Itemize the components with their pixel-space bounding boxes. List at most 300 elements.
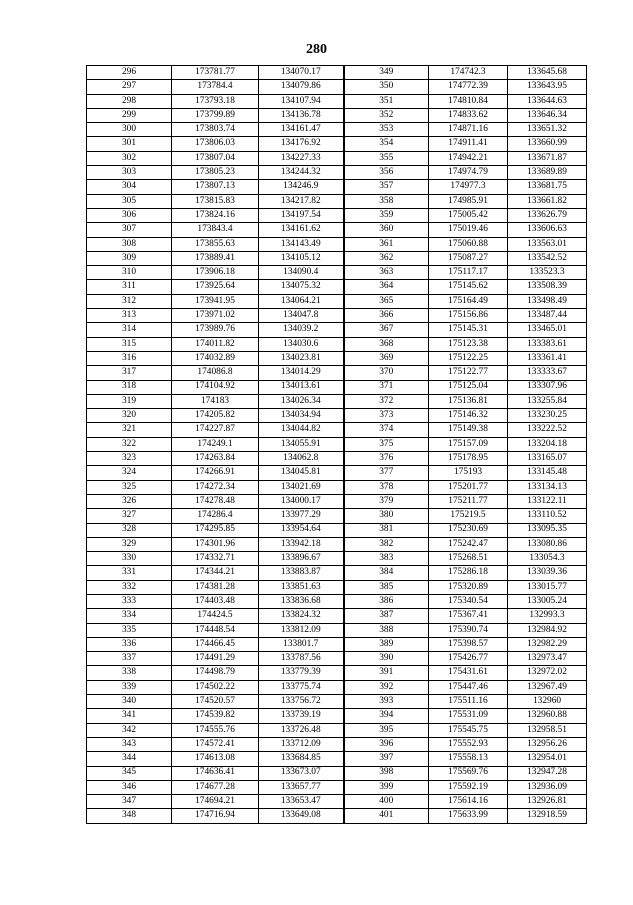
- table-cell-point-number: 401: [344, 809, 429, 823]
- table-cell-y-coordinate: 134055.91: [259, 437, 344, 451]
- table-cell-point-number: 330: [87, 552, 172, 566]
- table-cell-point-number: 381: [344, 523, 429, 537]
- table-cell-y-coordinate: 134105.12: [259, 251, 344, 265]
- table-cell-x-coordinate: 175136.81: [429, 394, 508, 408]
- table-cell-point-number: 395: [344, 723, 429, 737]
- table-cell-y-coordinate: 133644.63: [508, 94, 587, 108]
- table-cell-y-coordinate: 133851.63: [259, 580, 344, 594]
- table-cell-y-coordinate: 133307.96: [508, 380, 587, 394]
- table-cell-x-coordinate: 174301.96: [172, 537, 259, 551]
- table-cell-point-number: 354: [344, 137, 429, 151]
- table-cell-y-coordinate: 133095.35: [508, 523, 587, 537]
- table-cell-y-coordinate: 133673.07: [259, 766, 344, 780]
- table-cell-y-coordinate: 133643.95: [508, 80, 587, 94]
- table-cell-y-coordinate: 133230.25: [508, 409, 587, 423]
- table-cell-y-coordinate: 132958.51: [508, 723, 587, 737]
- table-cell-y-coordinate: 133653.47: [259, 795, 344, 809]
- table-cell-point-number: 347: [87, 795, 172, 809]
- table-cell-y-coordinate: 133361.41: [508, 351, 587, 365]
- table-cell-x-coordinate: 174266.91: [172, 466, 259, 480]
- table-cell-x-coordinate: 174086.8: [172, 366, 259, 380]
- table-cell-point-number: 369: [344, 351, 429, 365]
- table-cell-point-number: 334: [87, 609, 172, 623]
- table-cell-point-number: 386: [344, 594, 429, 608]
- table-cell-point-number: 320: [87, 409, 172, 423]
- table-cell-x-coordinate: 175320.89: [429, 580, 508, 594]
- table-cell-point-number: 329: [87, 537, 172, 551]
- table-cell-point-number: 324: [87, 466, 172, 480]
- table-cell-y-coordinate: 133684.85: [259, 752, 344, 766]
- table-cell-point-number: 305: [87, 194, 172, 208]
- table-cell-y-coordinate: 132956.26: [508, 737, 587, 751]
- table-cell-y-coordinate: 134034.94: [259, 409, 344, 423]
- table-row: [87, 323, 587, 337]
- table-cell-x-coordinate: 175569.76: [429, 766, 508, 780]
- table-cell-point-number: 345: [87, 766, 172, 780]
- table-cell-y-coordinate: 134176.92: [259, 137, 344, 151]
- table-cell-x-coordinate: 175431.61: [429, 666, 508, 680]
- table-cell-point-number: 372: [344, 394, 429, 408]
- table-cell-x-coordinate: 174183: [172, 394, 259, 408]
- table-cell-point-number: 358: [344, 194, 429, 208]
- table-cell-point-number: 398: [344, 766, 429, 780]
- table-row: [87, 780, 587, 794]
- table-cell-x-coordinate: 174332.71: [172, 552, 259, 566]
- table-cell-x-coordinate: 175157.09: [429, 437, 508, 451]
- table-row: [87, 752, 587, 766]
- table-cell-y-coordinate: 133542.52: [508, 251, 587, 265]
- table-cell-point-number: 394: [344, 709, 429, 723]
- table-row: [87, 523, 587, 537]
- table-cell-y-coordinate: 133508.39: [508, 280, 587, 294]
- table-cell-point-number: 387: [344, 609, 429, 623]
- table-cell-point-number: 392: [344, 680, 429, 694]
- table-cell-y-coordinate: 132936.09: [508, 780, 587, 794]
- table-cell-point-number: 350: [344, 80, 429, 94]
- table-cell-x-coordinate: 174295.85: [172, 523, 259, 537]
- table-cell-y-coordinate: 133333.67: [508, 366, 587, 380]
- table-cell-point-number: 322: [87, 437, 172, 451]
- table-row: [87, 666, 587, 680]
- table-row: [87, 509, 587, 523]
- table-cell-point-number: 382: [344, 537, 429, 551]
- table-cell-y-coordinate: 134090.4: [259, 266, 344, 280]
- table-cell-point-number: 341: [87, 709, 172, 723]
- table-cell-x-coordinate: 173805.23: [172, 166, 259, 180]
- table-cell-point-number: 380: [344, 509, 429, 523]
- table-cell-x-coordinate: 175145.31: [429, 323, 508, 337]
- table-cell-point-number: 363: [344, 266, 429, 280]
- table-cell-y-coordinate: 132973.47: [508, 652, 587, 666]
- table-cell-point-number: 297: [87, 80, 172, 94]
- table-cell-x-coordinate: 175545.75: [429, 723, 508, 737]
- table-row: [87, 594, 587, 608]
- table-cell-x-coordinate: 174491.29: [172, 652, 259, 666]
- table-row: [87, 366, 587, 380]
- table-cell-x-coordinate: 175367.41: [429, 609, 508, 623]
- table-cell-x-coordinate: 174249.1: [172, 437, 259, 451]
- table-cell-point-number: 391: [344, 666, 429, 680]
- table-cell-y-coordinate: 134217.82: [259, 194, 344, 208]
- table-cell-x-coordinate: 175146.32: [429, 409, 508, 423]
- table-row: [87, 208, 587, 222]
- table-cell-point-number: 351: [344, 94, 429, 108]
- table-cell-y-coordinate: 133383.61: [508, 337, 587, 351]
- table-cell-point-number: 307: [87, 223, 172, 237]
- table-cell-point-number: 319: [87, 394, 172, 408]
- table-cell-x-coordinate: 175164.49: [429, 294, 508, 308]
- table-cell-point-number: 353: [344, 123, 429, 137]
- table-cell-x-coordinate: 175178.95: [429, 452, 508, 466]
- table-cell-point-number: 298: [87, 94, 172, 108]
- table-cell-point-number: 360: [344, 223, 429, 237]
- table-cell-x-coordinate: 175592.19: [429, 780, 508, 794]
- table-row: [87, 194, 587, 208]
- table-cell-y-coordinate: 134062.8: [259, 452, 344, 466]
- table-row: [87, 151, 587, 165]
- table-row: [87, 380, 587, 394]
- table-cell-x-coordinate: 175511.16: [429, 695, 508, 709]
- table-cell-y-coordinate: 132967.49: [508, 680, 587, 694]
- table-cell-x-coordinate: 174263.84: [172, 452, 259, 466]
- table-cell-x-coordinate: 174381.28: [172, 580, 259, 594]
- table-cell-x-coordinate: 175122.25: [429, 351, 508, 365]
- table-cell-point-number: 374: [344, 423, 429, 437]
- table-cell-x-coordinate: 173806.03: [172, 137, 259, 151]
- table-row: [87, 294, 587, 308]
- table-cell-point-number: 377: [344, 466, 429, 480]
- table-cell-x-coordinate: 175447.46: [429, 680, 508, 694]
- table-cell-x-coordinate: 173925.64: [172, 280, 259, 294]
- table-cell-point-number: 373: [344, 409, 429, 423]
- table-row: [87, 394, 587, 408]
- table-cell-point-number: 370: [344, 366, 429, 380]
- table-cell-x-coordinate: 174572.41: [172, 737, 259, 751]
- table-cell-point-number: 361: [344, 237, 429, 251]
- table-cell-y-coordinate: 134039.2: [259, 323, 344, 337]
- table-cell-point-number: 300: [87, 123, 172, 137]
- table-cell-point-number: 384: [344, 566, 429, 580]
- table-cell-y-coordinate: 133080.86: [508, 537, 587, 551]
- table-cell-y-coordinate: 134014.29: [259, 366, 344, 380]
- table-cell-y-coordinate: 134021.69: [259, 480, 344, 494]
- table-cell-x-coordinate: 173889.41: [172, 251, 259, 265]
- table-row: [87, 409, 587, 423]
- table-row: [87, 437, 587, 451]
- table-cell-x-coordinate: 174974.79: [429, 166, 508, 180]
- table-cell-y-coordinate: 134227.33: [259, 151, 344, 165]
- coordinates-table-body: [87, 66, 587, 824]
- table-cell-x-coordinate: 175242.47: [429, 537, 508, 551]
- table-row: [87, 452, 587, 466]
- table-cell-x-coordinate: 173971.02: [172, 309, 259, 323]
- table-cell-point-number: 378: [344, 480, 429, 494]
- table-cell-point-number: 340: [87, 695, 172, 709]
- table-row: [87, 609, 587, 623]
- table-cell-point-number: 343: [87, 737, 172, 751]
- table-cell-y-coordinate: 134047.8: [259, 309, 344, 323]
- table-cell-y-coordinate: 133942.18: [259, 537, 344, 551]
- table-cell-point-number: 366: [344, 309, 429, 323]
- table-cell-x-coordinate: 173793.18: [172, 94, 259, 108]
- table-cell-x-coordinate: 173824.16: [172, 208, 259, 222]
- table-cell-x-coordinate: 173843.4: [172, 223, 259, 237]
- table-cell-x-coordinate: 175060.88: [429, 237, 508, 251]
- table-cell-point-number: 311: [87, 280, 172, 294]
- table-cell-point-number: 397: [344, 752, 429, 766]
- table-cell-x-coordinate: 174636.41: [172, 766, 259, 780]
- page-number: 280: [306, 42, 327, 57]
- table-cell-point-number: 313: [87, 309, 172, 323]
- table-cell-point-number: 312: [87, 294, 172, 308]
- table-cell-point-number: 299: [87, 108, 172, 122]
- table-cell-point-number: 327: [87, 509, 172, 523]
- table-cell-point-number: 328: [87, 523, 172, 537]
- table-row: [87, 637, 587, 651]
- table-row: [87, 680, 587, 694]
- table-cell-x-coordinate: 175123.38: [429, 337, 508, 351]
- table-cell-y-coordinate: 134075.32: [259, 280, 344, 294]
- table-cell-y-coordinate: 133222.52: [508, 423, 587, 437]
- table-cell-y-coordinate: 133465.01: [508, 323, 587, 337]
- table-cell-x-coordinate: 175156.86: [429, 309, 508, 323]
- table-cell-point-number: 326: [87, 494, 172, 508]
- table-cell-x-coordinate: 175340.54: [429, 594, 508, 608]
- table-cell-y-coordinate: 133775.74: [259, 680, 344, 694]
- table-cell-x-coordinate: 174466.45: [172, 637, 259, 651]
- table-cell-x-coordinate: 174011.82: [172, 337, 259, 351]
- table-cell-x-coordinate: 174344.21: [172, 566, 259, 580]
- table-cell-point-number: 308: [87, 237, 172, 251]
- table-cell-y-coordinate: 133255.84: [508, 394, 587, 408]
- table-cell-x-coordinate: 175145.62: [429, 280, 508, 294]
- table-cell-point-number: 309: [87, 251, 172, 265]
- table-cell-point-number: 331: [87, 566, 172, 580]
- table-cell-y-coordinate: 134030.6: [259, 337, 344, 351]
- table-cell-x-coordinate: 174871.16: [429, 123, 508, 137]
- table-cell-point-number: 296: [87, 66, 172, 80]
- table-cell-x-coordinate: 174833.62: [429, 108, 508, 122]
- table-cell-y-coordinate: 133646.34: [508, 108, 587, 122]
- table-cell-y-coordinate: 134197.54: [259, 208, 344, 222]
- table-cell-y-coordinate: 133779.39: [259, 666, 344, 680]
- table-row: [87, 795, 587, 809]
- table-cell-point-number: 323: [87, 452, 172, 466]
- table-cell-y-coordinate: 134143.49: [259, 237, 344, 251]
- table-cell-x-coordinate: 174742.3: [429, 66, 508, 80]
- table-cell-y-coordinate: 133005.24: [508, 594, 587, 608]
- table-cell-x-coordinate: 175390.74: [429, 623, 508, 637]
- table-cell-point-number: 367: [344, 323, 429, 337]
- table-cell-point-number: 389: [344, 637, 429, 651]
- table-cell-x-coordinate: 175426.77: [429, 652, 508, 666]
- table-cell-y-coordinate: 132984.92: [508, 623, 587, 637]
- table-cell-point-number: 302: [87, 151, 172, 165]
- table-cell-point-number: 371: [344, 380, 429, 394]
- table-cell-y-coordinate: 132918.59: [508, 809, 587, 823]
- table-cell-x-coordinate: 175286.18: [429, 566, 508, 580]
- table-row: [87, 223, 587, 237]
- table-cell-x-coordinate: 175398.57: [429, 637, 508, 651]
- table-cell-x-coordinate: 173803.74: [172, 123, 259, 137]
- table-cell-y-coordinate: 133626.79: [508, 208, 587, 222]
- table-cell-x-coordinate: 173855.63: [172, 237, 259, 251]
- table-cell-y-coordinate: 134070.17: [259, 66, 344, 80]
- table-row: [87, 108, 587, 122]
- table-cell-y-coordinate: 133054.3: [508, 552, 587, 566]
- table-cell-y-coordinate: 133645.68: [508, 66, 587, 80]
- table-cell-x-coordinate: 175117.17: [429, 266, 508, 280]
- table-cell-y-coordinate: 132993.3: [508, 609, 587, 623]
- table-cell-x-coordinate: 175087.27: [429, 251, 508, 265]
- table-cell-x-coordinate: 174677.28: [172, 780, 259, 794]
- table-cell-y-coordinate: 133883.87: [259, 566, 344, 580]
- table-row: [87, 466, 587, 480]
- table-cell-point-number: 390: [344, 652, 429, 666]
- table-cell-x-coordinate: 174205.82: [172, 409, 259, 423]
- table-cell-x-coordinate: 173807.04: [172, 151, 259, 165]
- table-cell-point-number: 306: [87, 208, 172, 222]
- table-cell-x-coordinate: 175531.09: [429, 709, 508, 723]
- table-cell-x-coordinate: 174520.57: [172, 695, 259, 709]
- table-cell-y-coordinate: 134246.9: [259, 180, 344, 194]
- table-cell-x-coordinate: 174539.82: [172, 709, 259, 723]
- table-cell-y-coordinate: 132960.88: [508, 709, 587, 723]
- table-cell-point-number: 321: [87, 423, 172, 437]
- table-cell-x-coordinate: 173815.83: [172, 194, 259, 208]
- table-cell-y-coordinate: 133824.32: [259, 609, 344, 623]
- table-cell-y-coordinate: 133836.68: [259, 594, 344, 608]
- table-row: [87, 180, 587, 194]
- table-row: [87, 94, 587, 108]
- table-cell-x-coordinate: 175230.69: [429, 523, 508, 537]
- table-cell-y-coordinate: 134023.81: [259, 351, 344, 365]
- table-cell-y-coordinate: 133661.82: [508, 194, 587, 208]
- table-cell-y-coordinate: 132926.81: [508, 795, 587, 809]
- table-cell-point-number: 357: [344, 180, 429, 194]
- table-cell-y-coordinate: 134136.78: [259, 108, 344, 122]
- table-cell-y-coordinate: 133498.49: [508, 294, 587, 308]
- table-cell-x-coordinate: 174448.54: [172, 623, 259, 637]
- table-cell-point-number: 376: [344, 452, 429, 466]
- table-cell-y-coordinate: 133977.29: [259, 509, 344, 523]
- table-row: [87, 266, 587, 280]
- table-cell-x-coordinate: 175558.13: [429, 752, 508, 766]
- table-row: [87, 66, 587, 80]
- table-cell-x-coordinate: 173941.95: [172, 294, 259, 308]
- table-cell-y-coordinate: 133165.07: [508, 452, 587, 466]
- table-cell-y-coordinate: 134026.34: [259, 394, 344, 408]
- table-cell-point-number: 348: [87, 809, 172, 823]
- table-cell-point-number: 385: [344, 580, 429, 594]
- table-cell-y-coordinate: 133110.52: [508, 509, 587, 523]
- table-cell-y-coordinate: 133812.09: [259, 623, 344, 637]
- table-cell-x-coordinate: 174694.21: [172, 795, 259, 809]
- table-cell-y-coordinate: 133015.77: [508, 580, 587, 594]
- table-cell-y-coordinate: 133649.08: [259, 809, 344, 823]
- table-cell-point-number: 316: [87, 351, 172, 365]
- table-row: [87, 623, 587, 637]
- table-cell-y-coordinate: 133801.7: [259, 637, 344, 651]
- table-cell-point-number: 332: [87, 580, 172, 594]
- table-cell-point-number: 362: [344, 251, 429, 265]
- table-cell-x-coordinate: 174227.87: [172, 423, 259, 437]
- table-cell-x-coordinate: 174977.3: [429, 180, 508, 194]
- table-cell-point-number: 314: [87, 323, 172, 337]
- table-cell-x-coordinate: 175019.46: [429, 223, 508, 237]
- table-row: [87, 237, 587, 251]
- table-cell-point-number: 304: [87, 180, 172, 194]
- table-cell-point-number: 310: [87, 266, 172, 280]
- table-cell-y-coordinate: 133787.56: [259, 652, 344, 666]
- table-cell-y-coordinate: 132954.01: [508, 752, 587, 766]
- table-cell-point-number: 368: [344, 337, 429, 351]
- table-cell-x-coordinate: 174810.84: [429, 94, 508, 108]
- table-cell-x-coordinate: 174613.08: [172, 752, 259, 766]
- table-cell-y-coordinate: 133671.87: [508, 151, 587, 165]
- table-row: [87, 766, 587, 780]
- table-cell-x-coordinate: 175211.77: [429, 494, 508, 508]
- table-cell-y-coordinate: 133712.09: [259, 737, 344, 751]
- table-cell-point-number: 315: [87, 337, 172, 351]
- table-row: [87, 709, 587, 723]
- table-cell-y-coordinate: 133122.11: [508, 494, 587, 508]
- table-cell-x-coordinate: 174272.34: [172, 480, 259, 494]
- table-cell-point-number: 317: [87, 366, 172, 380]
- table-cell-point-number: 335: [87, 623, 172, 637]
- table-cell-y-coordinate: 133563.01: [508, 237, 587, 251]
- table-cell-x-coordinate: 175633.99: [429, 809, 508, 823]
- table-cell-point-number: 303: [87, 166, 172, 180]
- table-row: [87, 137, 587, 151]
- table-cell-x-coordinate: 175193: [429, 466, 508, 480]
- table-cell-y-coordinate: 133523.3: [508, 266, 587, 280]
- table-cell-point-number: 318: [87, 380, 172, 394]
- table-cell-y-coordinate: 133756.72: [259, 695, 344, 709]
- table-cell-y-coordinate: 132960: [508, 695, 587, 709]
- table-cell-point-number: 352: [344, 108, 429, 122]
- table-row: [87, 737, 587, 751]
- table-cell-y-coordinate: 134161.62: [259, 223, 344, 237]
- table-cell-y-coordinate: 134244.32: [259, 166, 344, 180]
- table-cell-x-coordinate: 175552.93: [429, 737, 508, 751]
- table-cell-x-coordinate: 173807.13: [172, 180, 259, 194]
- table-cell-y-coordinate: 133739.19: [259, 709, 344, 723]
- table-cell-y-coordinate: 133689.89: [508, 166, 587, 180]
- table-cell-x-coordinate: 175201.77: [429, 480, 508, 494]
- table-cell-y-coordinate: 133657.77: [259, 780, 344, 794]
- table-cell-point-number: 388: [344, 623, 429, 637]
- table-cell-y-coordinate: 134107.94: [259, 94, 344, 108]
- table-cell-x-coordinate: 175005.42: [429, 208, 508, 222]
- table-cell-point-number: 393: [344, 695, 429, 709]
- table-cell-x-coordinate: 175125.04: [429, 380, 508, 394]
- table-row: [87, 280, 587, 294]
- table-cell-y-coordinate: 134000.17: [259, 494, 344, 508]
- table-cell-y-coordinate: 133134.13: [508, 480, 587, 494]
- table-row: [87, 695, 587, 709]
- table-cell-point-number: 336: [87, 637, 172, 651]
- table-cell-y-coordinate: 133651.32: [508, 123, 587, 137]
- coordinates-table: [86, 65, 587, 824]
- table-cell-x-coordinate: 174403.48: [172, 594, 259, 608]
- table-cell-x-coordinate: 174555.76: [172, 723, 259, 737]
- table-row: [87, 423, 587, 437]
- table-cell-y-coordinate: 133039.36: [508, 566, 587, 580]
- table-cell-x-coordinate: 174911.41: [429, 137, 508, 151]
- table-cell-x-coordinate: 174032.89: [172, 351, 259, 365]
- table-cell-x-coordinate: 174942.21: [429, 151, 508, 165]
